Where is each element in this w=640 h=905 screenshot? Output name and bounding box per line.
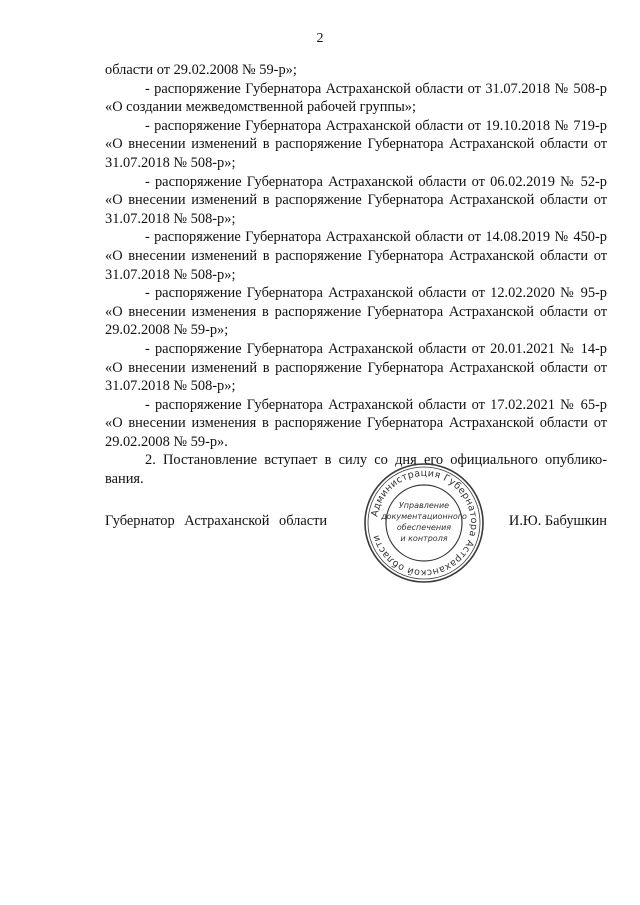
document-body [105,61,607,489]
list-item: - распоряжение Губернатора Астраханской области от 20.01.2021 № 14-р «О внесении изменений в распоряжение Губернатора Астраханской области от 31.07.2018 № 508-р»; [105,340,607,395]
list-item: - распоряжение Губернатора Астраханской области от 19.10.2018 № 719-р «О внесении изменений в распоряжение Губернатора Астраханской области от 31.07.2018 № 508-р»; [105,117,607,171]
stamp-seal-icon [362,461,486,585]
stamp-center-line: документационного [381,512,467,521]
stamp-center-line: обеспечения [396,523,452,532]
list-item: - распоряжение Губернатора Астраханской области от 06.02.2019 № 52-р «О внесении изменений в распоряжение Губернатора Астраханской области от 31.07.2018 № 508-р»; [105,173,607,227]
paragraph: области от 29.02.2008 № 59-р»; [105,62,297,78]
list-item: - распоряжение Губернатора Астраханской области от 31.07.2018 № 508-р «О создании межведомственной рабочей группы»; [105,80,607,116]
paragraph-clause-2: 2. Постановление вступает в силу со дня его официального опублико-вания. [105,452,607,488]
list-item: - распоряжение Губернатора Астраханской области от 17.02.2021 № 65-р «О внесении изменения в распоряжение Губернатора Астраханской области от 29.02.2008 № 59-р». [105,396,607,450]
stamp-ring-text: Администрация Губернатора Астраханской области [369,467,480,579]
list-item: - распоряжение Губернатора Астраханской области от 12.02.2020 № 95-р «О внесении изменения в распоряжение Губернатора Астраханской области от 29.02.2008 № 59-р»; [105,285,607,339]
page-number: 2 [316,31,324,46]
signature-title: Губернатор Астраханской области [105,513,328,529]
stamp-center-line: Управление [398,501,450,510]
official-stamp [362,461,486,585]
list-item: - распоряжение Губернатора Астраханской области от 14.08.2019 № 450-р «О внесении изменений в распоряжение Губернатора Астраханской области от 31.07.2018 № 508-р»; [105,229,607,283]
signature-name: И.Ю. Бабушкин [508,513,607,529]
stamp-center-line: и контроля [400,534,448,543]
